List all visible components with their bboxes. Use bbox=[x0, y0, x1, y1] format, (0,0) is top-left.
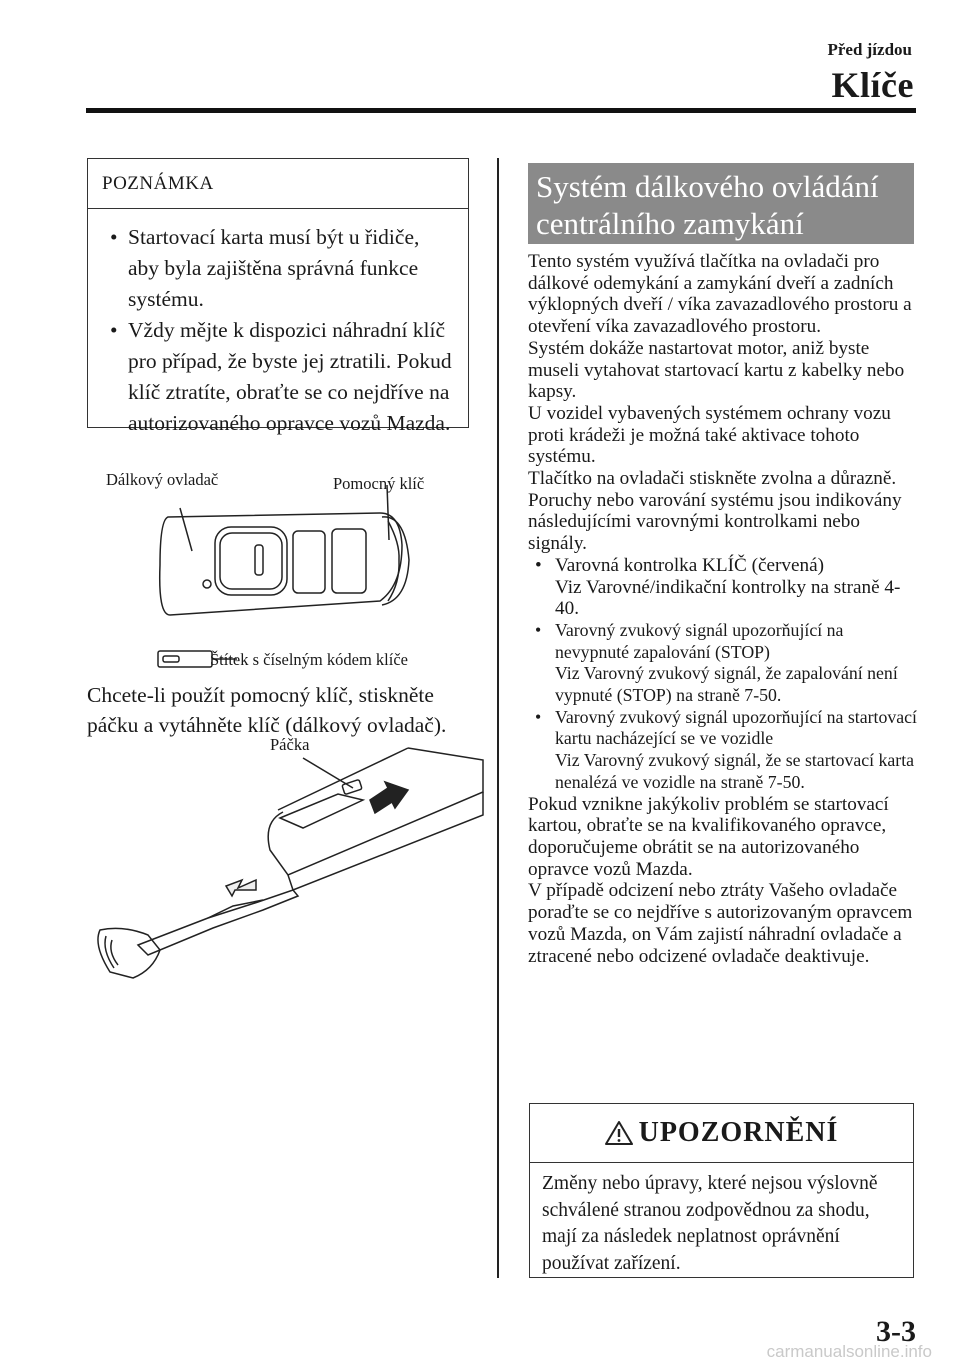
section-paragraph: Tlačítko na ovladači stiskněte zvolna a důrazně. bbox=[528, 468, 897, 490]
warning-title: • Varovný zvukový signál upozorňující na startovací kartu nacházející se ve vozidle bbox=[555, 706, 917, 749]
warning-item bbox=[528, 555, 920, 620]
column-divider bbox=[497, 158, 499, 1278]
page-number: 3-3 bbox=[876, 1315, 916, 1348]
warning-title: • Varovný zvukový signál upozorňující na nevypnuté zapalování (STOP) bbox=[555, 619, 844, 662]
section-paragraph: U vozidel vybavených systémem ochrany vozu proti krádeži je možná také aktivace tohoto systému. bbox=[528, 402, 891, 468]
key-fob-figure bbox=[100, 465, 470, 675]
section-paragraph: Tento systém využívá tlačítka na ovladači pro dálkové odemykání a zamykání dveří a zadních výklopných dveří / víka zavazadlového prostoru a otevření víka zavazadlového prostoru. bbox=[528, 251, 912, 338]
key-tag-label: Štítek s číselným kódem klíče bbox=[210, 650, 408, 669]
remote-label: Dálkový ovladač bbox=[106, 470, 219, 489]
section-body bbox=[528, 251, 920, 967]
note-box bbox=[87, 158, 469, 435]
note-item: • Startovací karta musí být u řidiče, aby byla zajištěna správná funkce systému. bbox=[110, 222, 454, 315]
aux-key-removal-figure bbox=[88, 730, 493, 1020]
note-title: POZNÁMKA bbox=[88, 159, 468, 209]
section-title: Systém dálkového ovládání centrálního zamykání bbox=[528, 163, 914, 244]
caution-title: UPOZORNĚNÍ bbox=[638, 1117, 839, 1148]
warning-list bbox=[528, 555, 920, 794]
section-paragraph: V případě odcizení nebo ztráty Vašeho ovladače poraďte se co nejdříve s autorizovaným opravcem vozů Mazda, on Vám zajistí náhradní ovladače a ztracené nebo odcizené ovladače deaktivuje. bbox=[528, 880, 913, 967]
warning-ref: Viz Varovné/indikační kontrolky na straně 4-40. bbox=[555, 576, 901, 620]
warning-item bbox=[528, 620, 920, 707]
warning-title: • Varovná kontrolka KLÍČ (červená) bbox=[555, 554, 825, 576]
key-removal-drawing bbox=[88, 730, 493, 1020]
key-fob-drawing bbox=[100, 465, 470, 640]
aux-key-instruction: Chcete-li použít pomocný klíč, stiskněte páčku a vytáhněte klíč (dálkový ovladač). bbox=[87, 683, 447, 737]
note-item: • Vždy mějte k dispozici náhradní klíč pro případ, že byste jej ztratili. Pokud klíč ztratíte, obraťte se co nejdříve na autorizovaného opravce vozů Mazda. bbox=[110, 315, 454, 439]
aux-key-label: Pomocný klíč bbox=[333, 474, 425, 493]
header-rule bbox=[86, 108, 916, 113]
section-paragraph: Pokud vznikne jakýkoliv problém se startovací kartou, obraťte se na kvalifikovaného opravce, doporučujeme obrátit se na autorizovaného opravce vozů Mazda. bbox=[528, 793, 889, 880]
warning-triangle-icon bbox=[605, 1120, 633, 1146]
section-paragraph: Poruchy nebo varování systému jsou indikovány následujícími varovnými kontrolkami nebo signály. bbox=[528, 489, 902, 555]
warning-ref: Viz Varovný zvukový signál, že se startovací karta nenalézá ve vozidle na straně 7-50. bbox=[555, 750, 915, 792]
caution-header bbox=[530, 1104, 913, 1163]
warning-ref: Viz Varovný zvukový signál, že zapalování není vypnuté (STOP) na straně 7-50. bbox=[555, 663, 898, 706]
caution-text: Změny nebo úpravy, které nejsou výslovně schválené stranou zodpovědnou za shodu, mají za následek neplatnost oprávnění používat zařízení. bbox=[542, 1173, 878, 1274]
page-title: Klíče bbox=[831, 65, 914, 105]
section-paragraph: Systém dokáže nastartovat motor, aniž byste museli vytahovat startovací kartu z kabelky nebo kapsy. bbox=[528, 337, 905, 403]
header-section: Před jízdou bbox=[827, 40, 912, 59]
caution-box bbox=[529, 1103, 914, 1278]
warning-item bbox=[528, 707, 920, 794]
note-list bbox=[88, 209, 468, 439]
watermark: carmanualsonline.info bbox=[766, 1342, 932, 1361]
lever-label: Páčka bbox=[270, 735, 310, 754]
